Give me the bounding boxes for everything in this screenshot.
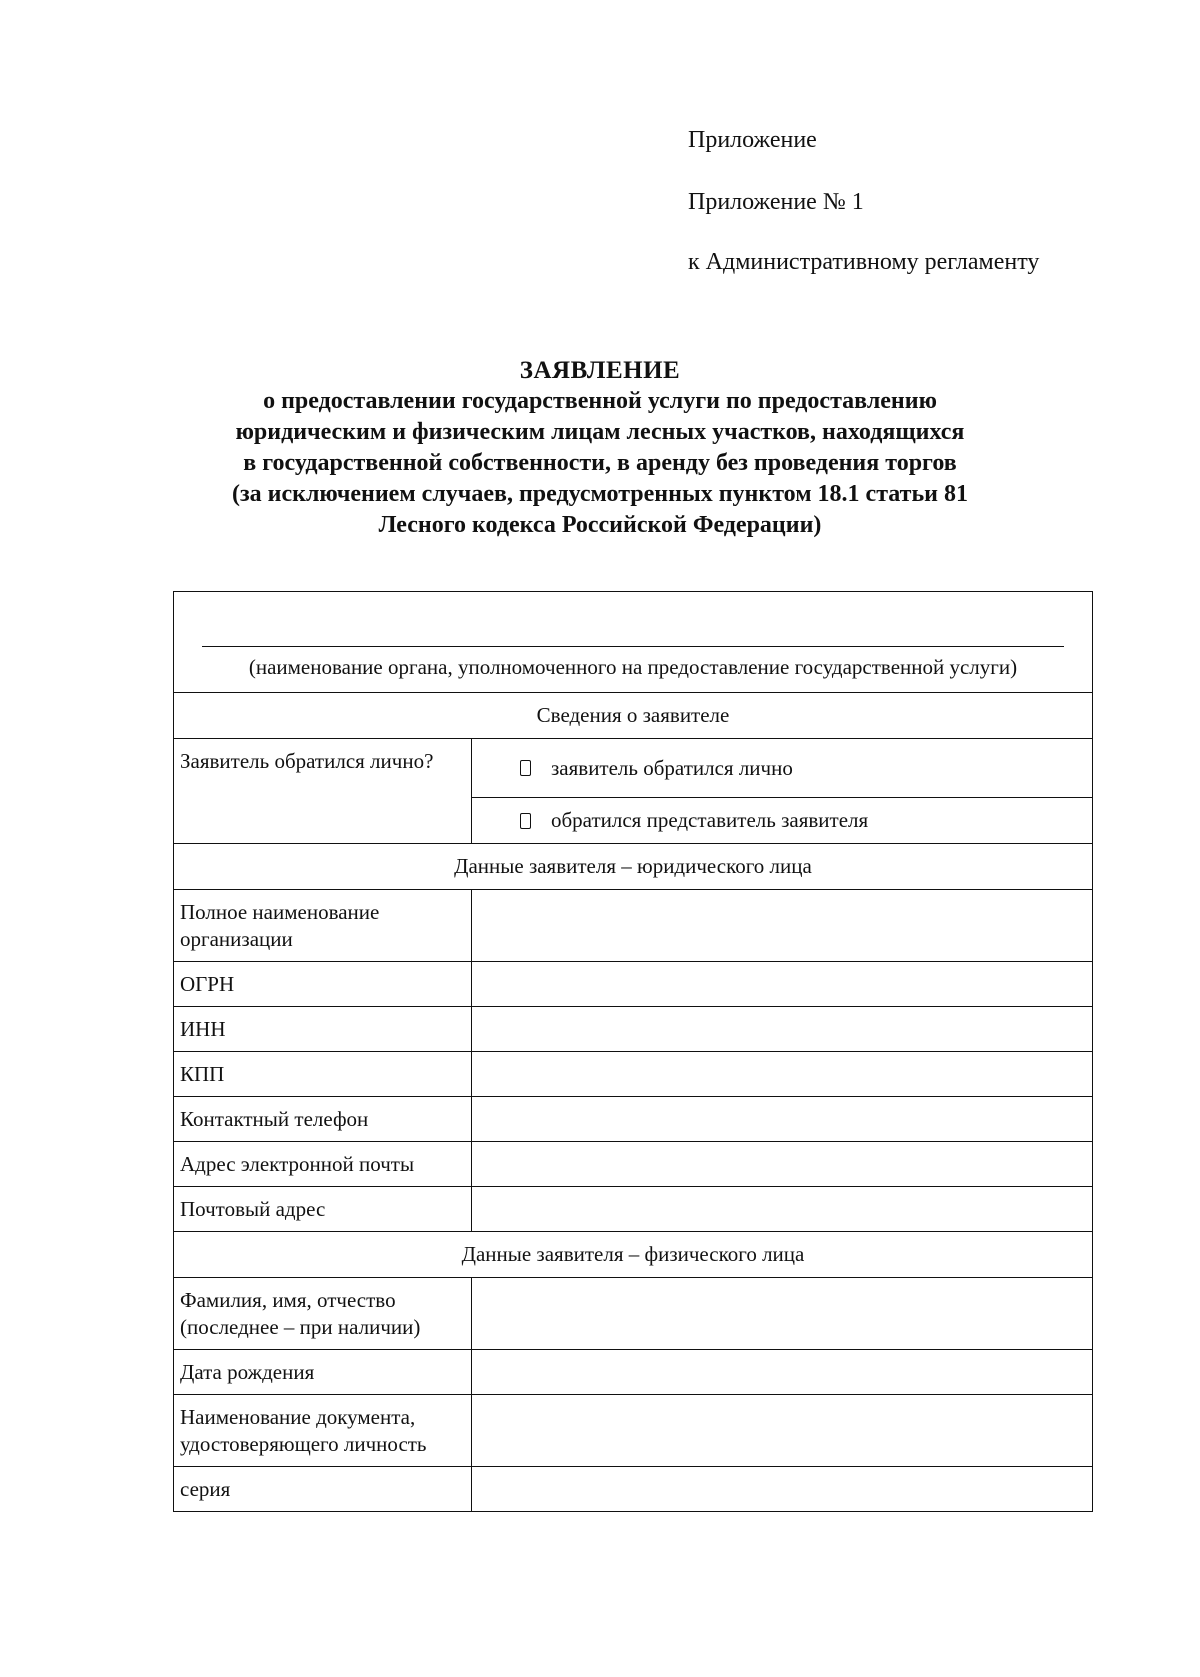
applied-in-person-label: Заявитель обратился лично? xyxy=(174,739,472,844)
field-row-kpp xyxy=(174,1052,1093,1097)
section-row-legal xyxy=(174,844,1093,890)
field-label-postal-address: Почтовый адрес xyxy=(174,1187,472,1232)
field-value-postal-address[interactable] xyxy=(472,1187,1093,1232)
authority-cell[interactable] xyxy=(174,592,1093,693)
field-row-org-name xyxy=(174,890,1093,962)
checkbox-representative[interactable] xyxy=(520,813,531,829)
field-value-id-document[interactable] xyxy=(472,1395,1093,1467)
section-individual-header: Данные заявителя – физического лица xyxy=(174,1232,1093,1278)
field-value-series[interactable] xyxy=(472,1467,1093,1512)
title-main: ЗАЯВЛЕНИЕ xyxy=(519,357,681,384)
field-value-org-name[interactable] xyxy=(472,890,1093,962)
field-label-series: серия xyxy=(174,1467,472,1512)
section-applicant-header: Сведения о заявителе xyxy=(174,693,1093,739)
field-row-postal-address xyxy=(174,1187,1093,1232)
title-line-4: (за исключением случаев, предусмотренных пунктом 18.1 статьи 81 xyxy=(232,481,968,507)
appendix-label: Приложение xyxy=(688,127,817,153)
authority-row xyxy=(174,592,1093,693)
option-representative-label: обратился представитель заявителя xyxy=(551,808,869,832)
title-line-1: о предоставлении государственной услуги по предоставлению xyxy=(263,388,937,414)
appendix-number: Приложение № 1 xyxy=(688,189,864,215)
option-in-person-cell xyxy=(472,739,1093,798)
title-line-2: юридическим и физическим лицам лесных участков, находящихся xyxy=(235,419,965,445)
regulation-reference: к Административному регламенту xyxy=(688,249,1040,275)
field-row-ogrn xyxy=(174,962,1093,1007)
applied-in-person-row xyxy=(174,739,1093,798)
field-label-ogrn: ОГРН xyxy=(174,962,472,1007)
document-title xyxy=(150,355,1050,541)
title-line-5: Лесного кодекса Российской Федерации) xyxy=(378,512,822,538)
field-value-ogrn[interactable] xyxy=(472,962,1093,1007)
section-row-individual xyxy=(174,1232,1093,1278)
field-label-kpp: КПП xyxy=(174,1052,472,1097)
field-row-inn xyxy=(174,1007,1093,1052)
field-label-phone: Контактный телефон xyxy=(174,1097,472,1142)
field-label-id-document: Наименование документа, удостоверяющего личность xyxy=(174,1395,472,1467)
checkbox-in-person[interactable] xyxy=(520,760,531,776)
authority-fill-line xyxy=(202,646,1064,647)
option-representative-cell xyxy=(472,798,1093,844)
option-in-person[interactable] xyxy=(478,739,1086,797)
field-label-full-name: Фамилия, имя, отчество (последнее – при наличии) xyxy=(174,1278,472,1350)
field-value-phone[interactable] xyxy=(472,1097,1093,1142)
field-row-phone xyxy=(174,1097,1093,1142)
field-row-id-document xyxy=(174,1395,1093,1467)
field-value-email[interactable] xyxy=(472,1142,1093,1187)
field-row-email xyxy=(174,1142,1093,1187)
field-label-birth-date: Дата рождения xyxy=(174,1350,472,1395)
field-value-birth-date[interactable] xyxy=(472,1350,1093,1395)
title-line-3: в государственной собственности, в аренду без проведения торгов xyxy=(243,450,957,476)
section-legal-header: Данные заявителя – юридического лица xyxy=(174,844,1093,890)
field-value-inn[interactable] xyxy=(472,1007,1093,1052)
option-representative[interactable] xyxy=(478,798,1086,843)
authority-caption: (наименование органа, уполномоченного на предоставление государственной услуги) xyxy=(248,655,1018,679)
field-value-kpp[interactable] xyxy=(472,1052,1093,1097)
field-value-full-name[interactable] xyxy=(472,1278,1093,1350)
field-label-inn: ИНН xyxy=(174,1007,472,1052)
field-label-email: Адрес электронной почты xyxy=(174,1142,472,1187)
field-row-series xyxy=(174,1467,1093,1512)
field-label-org-name: Полное наименование организации xyxy=(174,890,472,962)
field-row-birth-date xyxy=(174,1350,1093,1395)
section-row-applicant xyxy=(174,693,1093,739)
application-form-table xyxy=(173,591,1093,1512)
option-in-person-label: заявитель обратился лично xyxy=(551,755,793,780)
field-row-full-name xyxy=(174,1278,1093,1350)
